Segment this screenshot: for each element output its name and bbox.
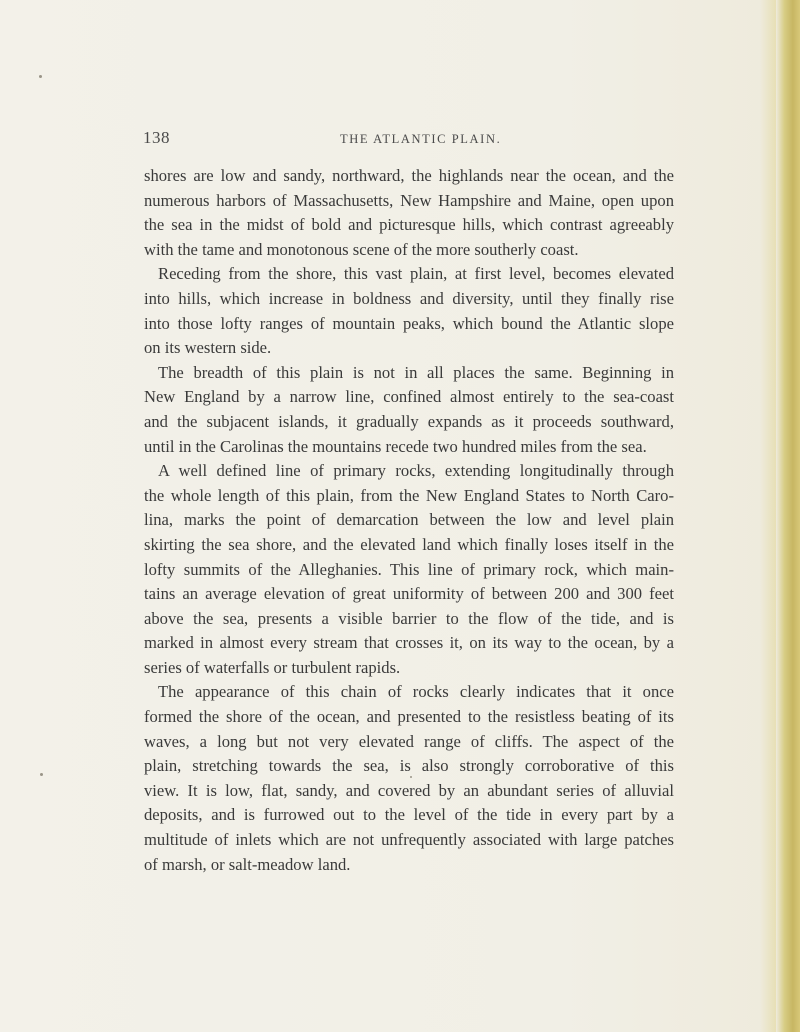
text-line: the whole length of this plain, from the New England States to North Caro- xyxy=(144,485,674,505)
text-line: and the subjacent islands, it gradually expands as it proceeds southward, xyxy=(144,411,674,431)
paragraph xyxy=(144,164,674,262)
text-line: The appearance of this chain of rocks clearly indicates that it once xyxy=(158,682,674,702)
text-line: multitude of inlets which are not unfrequently associated with large patches xyxy=(144,830,674,850)
paragraph xyxy=(144,680,674,877)
text-line: marked in almost every stream that crosses it, on its way to the ocean, by a xyxy=(144,633,674,653)
paper-speck xyxy=(40,773,43,776)
page-edge-shading xyxy=(760,0,776,1032)
paragraph xyxy=(144,262,674,360)
text-line: tains an average elevation of great uniformity of between 200 and 300 feet xyxy=(144,584,674,604)
text-line: New England by a narrow line, confined almost entirely to the sea-coast xyxy=(144,387,674,407)
page-edge-gilt xyxy=(776,0,800,1032)
body-text xyxy=(144,164,674,877)
paragraph xyxy=(144,361,674,459)
text-line: lina, marks the point of demarcation between the low and level plain xyxy=(144,510,674,530)
text-line: into those lofty ranges of mountain peaks, which bound the Atlantic slope xyxy=(144,313,674,333)
text-line: series of waterfalls or turbulent rapids. xyxy=(144,657,401,677)
page-number: 138 xyxy=(143,128,170,147)
text-line: of marsh, or salt-meadow land. xyxy=(144,854,351,874)
text-line: lofty summits of the Alleghanies. This line of primary rock, which main- xyxy=(144,559,674,579)
text-line: until in the Carolinas the mountains recede two hundred miles from the sea. xyxy=(144,436,647,456)
text-line: The breadth of this plain is not in all places the same. Beginning in xyxy=(158,362,674,382)
text-line: numerous harbors of Massachusetts, New Hampshire and Maine, open upon xyxy=(144,190,674,210)
paper-speck xyxy=(39,75,42,78)
text-line: view. It is low, flat, sandy, and covered by an abundant series of alluvial xyxy=(144,780,674,800)
text-line: on its western side. xyxy=(144,338,272,358)
text-line: waves, a long but not very elevated range of cliffs. The aspect of the xyxy=(144,731,674,751)
text-line: with the tame and monotonous scene of the more southerly coast. xyxy=(144,239,579,259)
text-line: above the sea, presents a visible barrier to the flow of the tide, and is xyxy=(144,608,674,628)
running-head xyxy=(140,128,670,150)
paragraph xyxy=(144,459,674,680)
text-line: plain, stretching towards the sea, is also strongly corroborative of this xyxy=(144,756,674,776)
text-line: into hills, which increase in boldness and diversity, until they finally rise xyxy=(144,288,674,308)
running-title: THE ATLANTIC PLAIN. xyxy=(340,132,502,146)
text-line: shores are low and sandy, northward, the highlands near the ocean, and the xyxy=(144,166,674,185)
text-line: formed the shore of the ocean, and presented to the resistless beating of its xyxy=(144,707,674,727)
text-line: Receding from the shore, this vast plain, at first level, becomes elevated xyxy=(158,264,674,284)
text-line: deposits, and is furrowed out to the level of the tide in every part by a xyxy=(144,805,674,825)
text-line: A well defined line of primary rocks, extending longitudinally through xyxy=(158,461,674,481)
text-line: skirting the sea shore, and the elevated land which finally loses itself in the xyxy=(144,534,674,554)
text-line: the sea in the midst of bold and picturesque hills, which contrast agreeably xyxy=(144,215,674,235)
